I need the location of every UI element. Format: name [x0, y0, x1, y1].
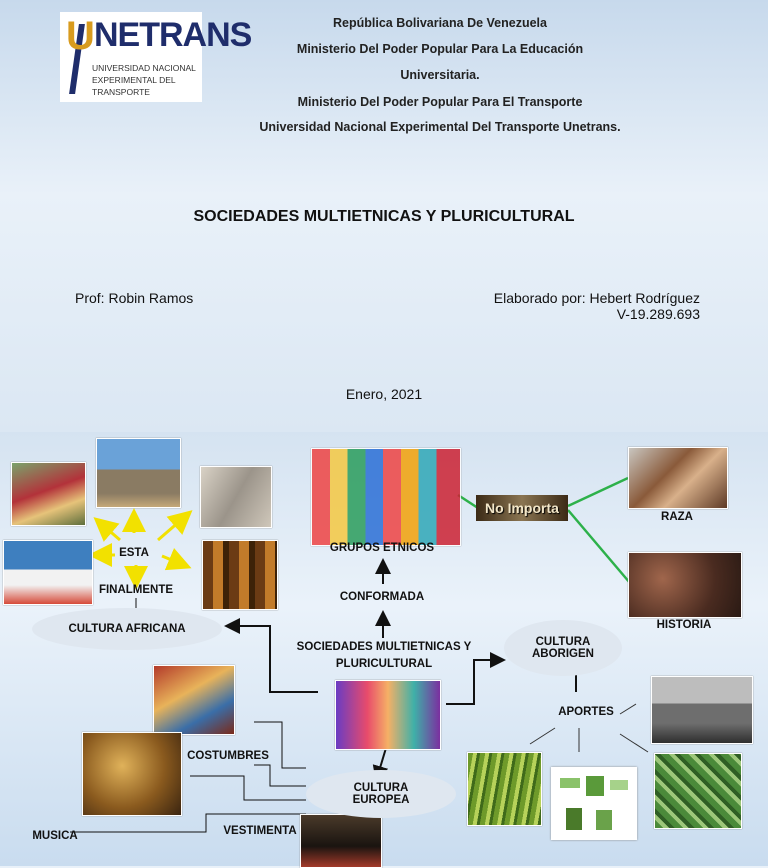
aportes-label: APORTES — [558, 706, 614, 718]
raza-label: RAZA — [661, 511, 693, 523]
cultura-europea-node — [306, 770, 456, 818]
yarrow-1 — [98, 521, 120, 540]
date: Enero, 2021 — [345, 386, 423, 402]
header-line-3: Universitaria. — [400, 68, 480, 82]
medicinal-plants-photo — [654, 753, 742, 829]
yarrow-5 — [162, 556, 186, 566]
diverse-faces-illustration — [335, 680, 441, 750]
canoe-photo — [651, 676, 753, 744]
grupos-etnicos-label: GRUPOS ETNICOS — [329, 542, 435, 554]
author-id: V-19.289.693 — [616, 306, 700, 322]
costumbres-label: COSTUMBRES — [187, 750, 269, 762]
header-line-1: República Bolivariana De Venezuela — [333, 16, 547, 30]
musica-label: MUSICA — [32, 830, 78, 842]
hands-unity-photo — [628, 447, 728, 509]
finalmente-label: FINALMENTE — [98, 584, 174, 596]
header-line-2: Ministerio Del Poder Popular Para La Educación — [296, 42, 584, 56]
esta-label: ESTA — [119, 547, 149, 559]
logo-wordmark: NETRANS — [94, 16, 252, 54]
line-aporte-1 — [530, 728, 555, 744]
cultura-aborigen-node — [504, 620, 622, 676]
author-name: Elaborado por: Hebert Rodríguez — [493, 290, 700, 306]
line-europea-art — [190, 776, 306, 800]
vestimenta-label: VESTIMENTA — [223, 825, 297, 837]
african-dance-photo — [11, 462, 86, 526]
no-importa-banner: No Importa — [476, 495, 568, 521]
golden-buddha-photo — [82, 732, 182, 816]
european-clothing-photo — [300, 814, 382, 868]
line-aporte-3 — [620, 734, 648, 752]
maize-plants-photo — [467, 752, 542, 826]
professor-name: Prof: Robin Ramos — [75, 290, 194, 306]
page-title: SOCIEDADES MULTIETNICAS Y PLURICULTURAL — [193, 208, 575, 225]
logo-sub-1: UNIVERSIDAD NACIONAL — [92, 63, 196, 73]
logo-letter-u: U — [66, 14, 95, 58]
manuscript-photo — [200, 466, 272, 528]
header-line-5: Universidad Nacional Experimental Del Transporte Unetrans. — [259, 120, 621, 134]
header-line-4: Ministerio Del Poder Popular Para El Transporte — [297, 95, 583, 109]
yarrow-3 — [158, 514, 188, 540]
line-historia — [568, 510, 630, 583]
line-raza — [568, 478, 628, 506]
ethnic-groups-illustration — [311, 448, 461, 546]
line-grupos-noimporta — [458, 495, 478, 508]
african-woman-photo — [3, 540, 93, 605]
spice-jars-photo — [202, 540, 278, 610]
conformada-label: CONFORMADA — [339, 591, 425, 603]
clay-tablets-photo — [628, 552, 742, 618]
european-painting-photo — [153, 665, 235, 735]
plant-diagram-image — [551, 767, 637, 840]
cultura-aborigen-label: CULTURA ABORIGEN — [532, 636, 594, 660]
cultura-europea-label: CULTURA EUROPEA — [352, 782, 410, 806]
logo-sub-2: EXPERIMENTAL DEL TRANSPORTE — [92, 75, 176, 97]
african-ruins-photo — [96, 438, 181, 508]
center-concept-label: SOCIEDADES MULTIETNICAS Y PLURICULTURAL — [296, 641, 472, 670]
historia-label: HISTORIA — [656, 619, 712, 631]
cultura-africana-node: CULTURA AFRICANA — [32, 608, 222, 650]
